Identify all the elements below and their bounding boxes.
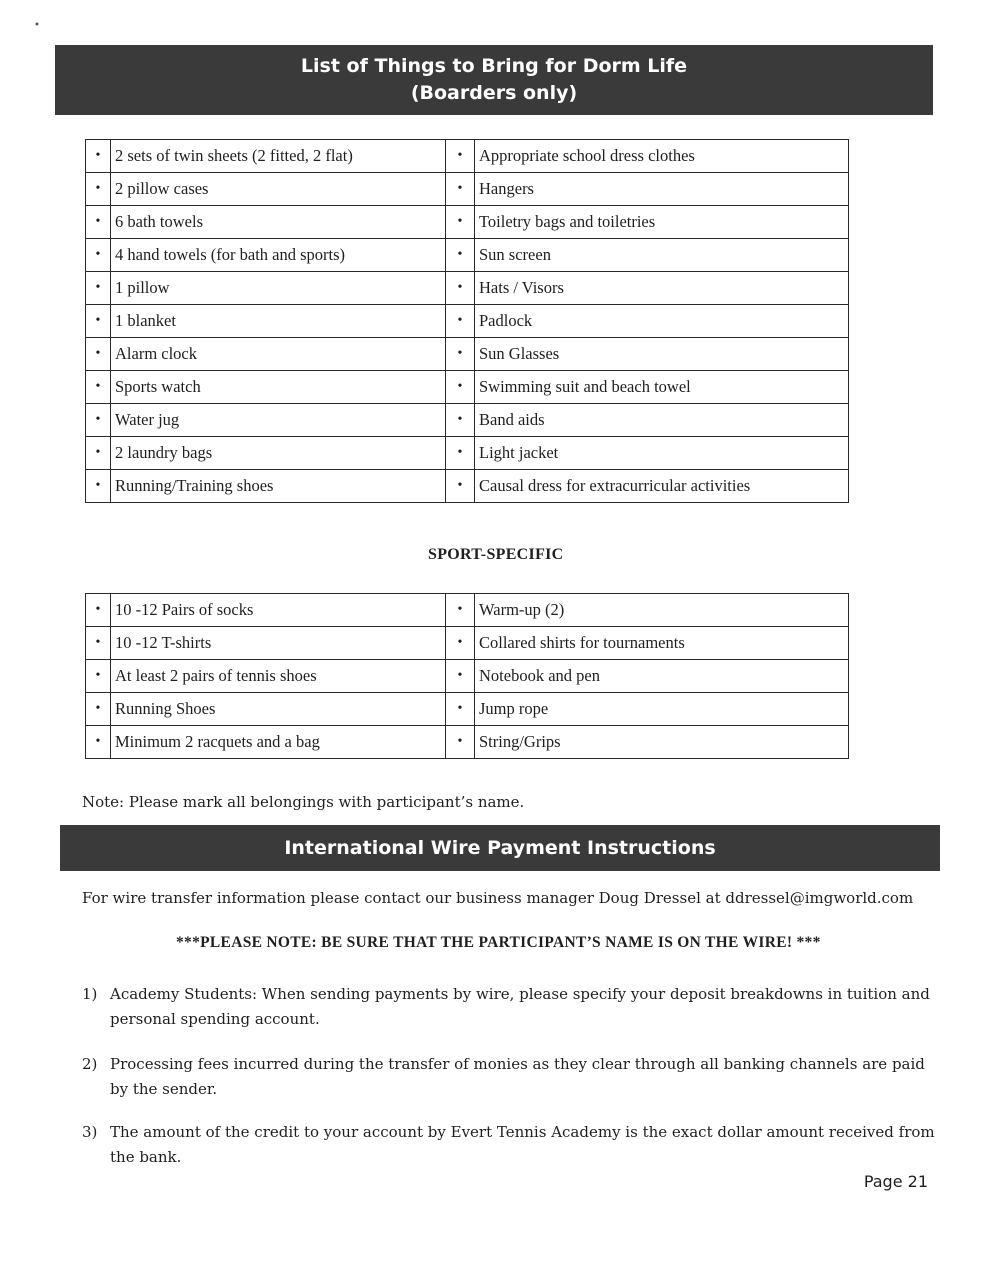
bullet-cell: • bbox=[446, 338, 475, 371]
item-cell: Hangers bbox=[475, 173, 849, 206]
table-row bbox=[86, 627, 849, 660]
bullet-cell: • bbox=[446, 206, 475, 239]
table-row bbox=[86, 470, 849, 503]
bullet-cell: • bbox=[446, 239, 475, 272]
item-cell: 6 bath towels bbox=[111, 206, 446, 239]
bullet-cell: • bbox=[86, 239, 111, 272]
bullet-cell: • bbox=[446, 272, 475, 305]
item-cell: Sports watch bbox=[111, 371, 446, 404]
bullet-cell: • bbox=[86, 173, 111, 206]
bullet-cell: • bbox=[446, 173, 475, 206]
item-cell: Hats / Visors bbox=[475, 272, 849, 305]
wire-payment-banner: International Wire Payment Instructions bbox=[60, 825, 940, 871]
bullet-cell: • bbox=[86, 693, 111, 726]
bullet-cell: • bbox=[86, 660, 111, 693]
general-items-table bbox=[85, 139, 849, 503]
table-row bbox=[86, 726, 849, 759]
instruction-number: 2) bbox=[82, 1055, 98, 1073]
bullet-cell: • bbox=[446, 437, 475, 470]
bullet-cell: • bbox=[446, 627, 475, 660]
wire-name-notice: ***PLEASE NOTE: BE SURE THAT THE PARTICIPANT’S NAME IS ON THE WIRE! *** bbox=[176, 934, 821, 951]
bullet-cell: • bbox=[446, 693, 475, 726]
bullet-cell: • bbox=[86, 470, 111, 503]
item-cell: Sun Glasses bbox=[475, 338, 849, 371]
bullet-cell: • bbox=[86, 272, 111, 305]
item-cell: Collared shirts for tournaments bbox=[475, 627, 849, 660]
item-cell: Minimum 2 racquets and a bag bbox=[111, 726, 446, 759]
item-cell: Band aids bbox=[475, 404, 849, 437]
item-cell: Swimming suit and beach towel bbox=[475, 371, 849, 404]
item-cell: 1 pillow bbox=[111, 272, 446, 305]
item-cell: Sun screen bbox=[475, 239, 849, 272]
bullet-cell: • bbox=[446, 404, 475, 437]
table-row bbox=[86, 173, 849, 206]
bullet-cell: • bbox=[446, 470, 475, 503]
item-cell: Notebook and pen bbox=[475, 660, 849, 693]
item-cell: Appropriate school dress clothes bbox=[475, 140, 849, 173]
bullet-cell: • bbox=[86, 206, 111, 239]
table-row bbox=[86, 272, 849, 305]
bullet-cell: • bbox=[86, 371, 111, 404]
bullet-cell: • bbox=[86, 437, 111, 470]
instruction-item bbox=[82, 1052, 942, 1102]
table-row bbox=[86, 404, 849, 437]
bullet-cell: • bbox=[86, 140, 111, 173]
instruction-text: Processing fees incurred during the transfer of monies as they clear through all banking channels are paid by the sender. bbox=[110, 1055, 925, 1098]
bullet-cell: • bbox=[86, 404, 111, 437]
table-row bbox=[86, 693, 849, 726]
item-cell: Water jug bbox=[111, 404, 446, 437]
page-number: Page 21 bbox=[863, 1172, 928, 1191]
item-cell: 10 -12 Pairs of socks bbox=[111, 594, 446, 627]
table-row bbox=[86, 437, 849, 470]
corner-mark: • bbox=[34, 20, 40, 31]
bullet-cell: • bbox=[86, 726, 111, 759]
table-row bbox=[86, 338, 849, 371]
bullet-cell: • bbox=[446, 594, 475, 627]
item-cell: 4 hand towels (for bath and sports) bbox=[111, 239, 446, 272]
item-cell: 2 pillow cases bbox=[111, 173, 446, 206]
item-cell: Running Shoes bbox=[111, 693, 446, 726]
instruction-item bbox=[82, 982, 942, 1032]
dorm-list-title: List of Things to Bring for Dorm Life bbox=[300, 55, 688, 77]
item-cell: Running/Training shoes bbox=[111, 470, 446, 503]
table-row bbox=[86, 239, 849, 272]
item-cell: Light jacket bbox=[475, 437, 849, 470]
instruction-number: 1) bbox=[82, 985, 98, 1003]
bullet-cell: • bbox=[86, 627, 111, 660]
instruction-item bbox=[82, 1120, 942, 1170]
item-cell: 10 -12 T-shirts bbox=[111, 627, 446, 660]
instruction-number: 3) bbox=[82, 1123, 98, 1141]
bullet-cell: • bbox=[86, 594, 111, 627]
item-cell: At least 2 pairs of tennis shoes bbox=[111, 660, 446, 693]
item-cell: Causal dress for extracurricular activities bbox=[475, 470, 849, 503]
instruction-text: Academy Students: When sending payments by wire, please specify your deposit breakdowns in tuition and personal spending account. bbox=[110, 985, 930, 1028]
dorm-list-subtitle: (Boarders only) bbox=[410, 82, 578, 104]
table-row bbox=[86, 305, 849, 338]
bullet-cell: • bbox=[446, 726, 475, 759]
table-row bbox=[86, 140, 849, 173]
bullet-cell: • bbox=[446, 305, 475, 338]
table-row bbox=[86, 206, 849, 239]
item-cell: Toiletry bags and toiletries bbox=[475, 206, 849, 239]
table-row bbox=[86, 660, 849, 693]
sport-specific-heading: SPORT-SPECIFIC bbox=[428, 546, 564, 563]
bullet-cell: • bbox=[446, 140, 475, 173]
item-cell: 2 laundry bags bbox=[111, 437, 446, 470]
dorm-list-banner bbox=[55, 45, 933, 115]
belongings-note: Note: Please mark all belongings with participant’s name. bbox=[82, 793, 525, 811]
bullet-cell: • bbox=[446, 371, 475, 404]
table-row bbox=[86, 594, 849, 627]
bullet-cell: • bbox=[86, 338, 111, 371]
wire-info-text: For wire transfer information please contact our business manager Doug Dressel at ddressel@imgworld.com bbox=[82, 889, 914, 907]
item-cell: 1 blanket bbox=[111, 305, 446, 338]
bullet-cell: • bbox=[446, 660, 475, 693]
table-row bbox=[86, 371, 849, 404]
item-cell: String/Grips bbox=[475, 726, 849, 759]
item-cell: Padlock bbox=[475, 305, 849, 338]
sport-items-table bbox=[85, 593, 849, 759]
instruction-text: The amount of the credit to your account by Evert Tennis Academy is the exact dollar amount received from the bank. bbox=[110, 1123, 935, 1166]
item-cell: 2 sets of twin sheets (2 fitted, 2 flat) bbox=[111, 140, 446, 173]
item-cell: Alarm clock bbox=[111, 338, 446, 371]
item-cell: Warm-up (2) bbox=[475, 594, 849, 627]
bullet-cell: • bbox=[86, 305, 111, 338]
item-cell: Jump rope bbox=[475, 693, 849, 726]
